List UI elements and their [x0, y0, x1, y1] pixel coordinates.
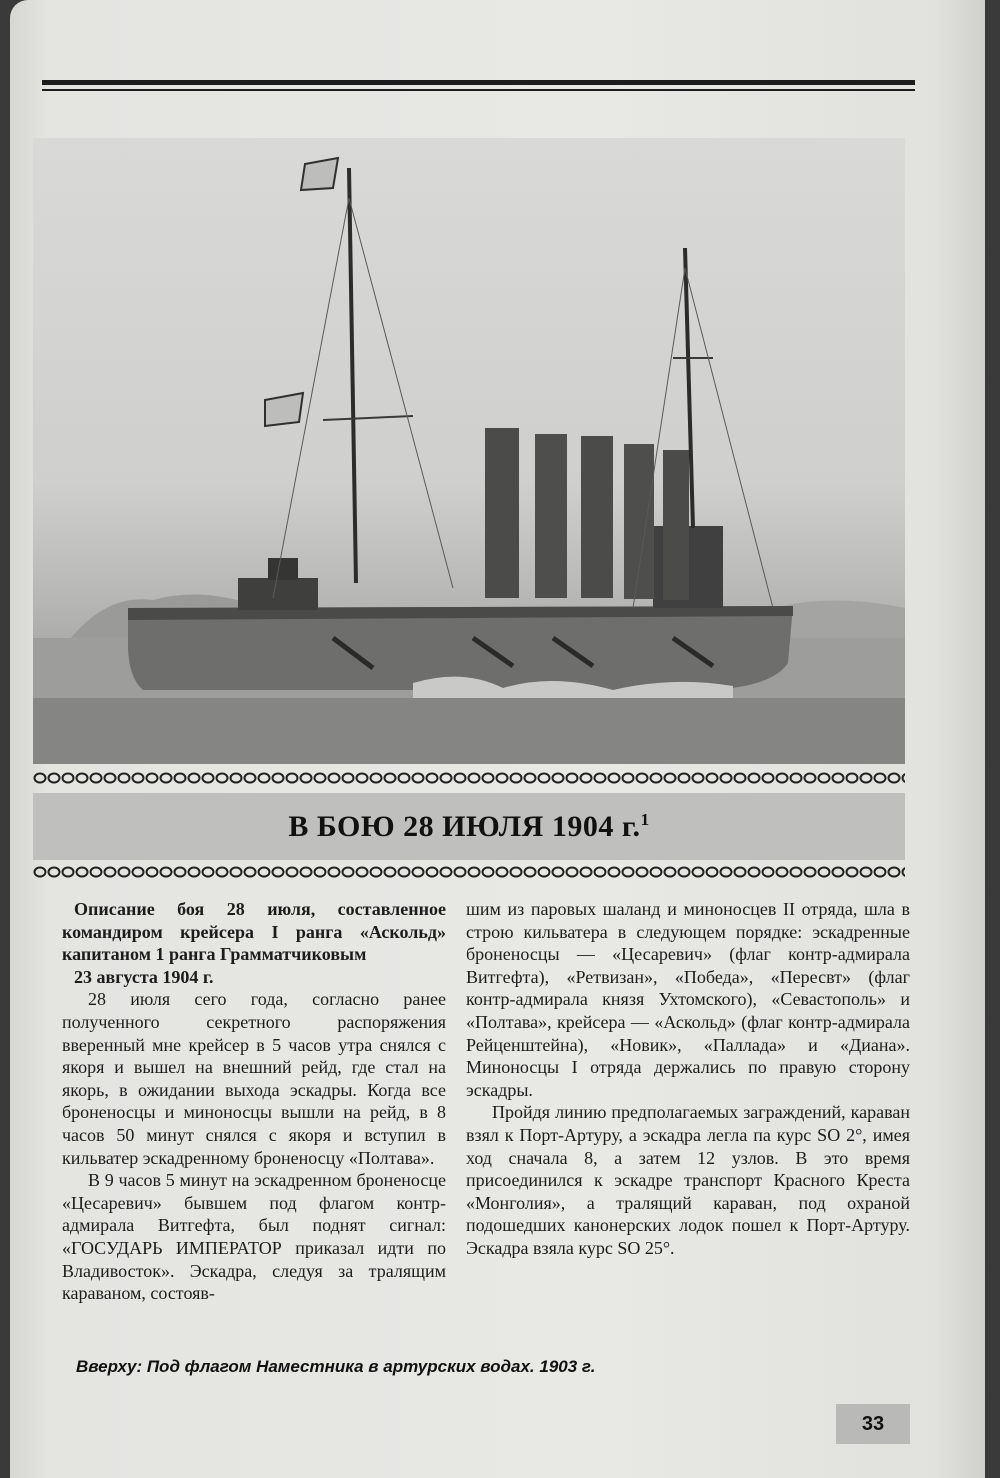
paragraph: шим из паровых шаланд и миноносцев II отряда, шла в строю кильватера в следующем порядке: эскадренные броненосцы — «Цесаревич» (флаг контр-адмирала Витгефта), «Ретвизан», «Победа», «Пересвт» (флаг контр-адмирала князя Ухтомского), «Севастополь» и «Полтава», крейсера — «Аскольд» (флаг контр-адмирала Рейценштейна), «Новик», «Паллада» и «Диана». Миноносцы I отряда держались по правую сторону эскадры. [466, 899, 910, 1100]
document-heading: Описание боя 28 июля, составленное командиром крейсера I ранга «Аскольд» капитаном 1 ранга Грамматчиковым [62, 899, 446, 965]
funnel-1 [485, 428, 519, 598]
header-rule-thin [42, 89, 915, 91]
paragraph: 28 июля сего года, согласно ранее полученного секретного распоряжения вверенный мне крейсер в 5 часов утра снялся с якоря и вышел на внешний рейд, где стал на якорь, в ожидании выхода эскадры. Когда все броненосцы и миноносцы вышли на рейд, в 8 часов 50 минут снялся с якоря и вступил в кильватер эскадренному броненосцу «Полтава». [62, 989, 446, 1168]
funnel-4 [624, 444, 654, 599]
text-column-right [466, 898, 910, 1260]
ensign-flag [301, 158, 338, 190]
paragraph: Пройдя линию предполагаемых заграждений, караван взял к Порт-Артуру, а эскадра легла па курс SO 2°, имея ход сначала 8, а затем 12 узлов. В это время присоединился к эскадре транспорт Красного Креста «Монголия», а тралящий караван, под охраной подошедших канонерских лодок пошел к Порт-Артуру. Эскадра взяла курс SO 25°. [466, 1102, 910, 1258]
paragraph: В 9 часов 5 минут на эскадренном броненосце «Цесаревич» бывшем под флагом контр-адмирала Витгефта, был поднят сигнал: «ГОСУДАРЬ ИМПЕРАТОР приказал идти по Владивосток». Эскадра, следуя за тралящим караваном, состояв- [62, 1170, 446, 1304]
forward-bridge [238, 578, 318, 610]
document-date: 23 августа 1904 г. [74, 966, 214, 987]
text-column-left [62, 898, 446, 1305]
cruiser-illustration [33, 138, 905, 764]
funnel-2 [535, 434, 567, 598]
signal-flag [265, 393, 303, 426]
funnel-5 [663, 450, 689, 600]
page-number: 33 [836, 1404, 910, 1444]
header-rule-thick [42, 80, 915, 85]
chain-ornament-bottom [33, 864, 905, 880]
funnel-3 [581, 436, 613, 598]
photo-caption: Вверху: Под флагом Наместника в артурских водах. 1903 г. [76, 1357, 596, 1376]
footnote-marker: 1 [640, 809, 650, 829]
cruiser-photograph [33, 138, 905, 764]
chapter-title-band [33, 793, 905, 860]
chain-ornament-top [33, 770, 905, 786]
fore-mast [349, 168, 356, 583]
chapter-title: В БОЮ 28 ИЮЛЯ 1904 г.$^1$ [288, 809, 650, 843]
